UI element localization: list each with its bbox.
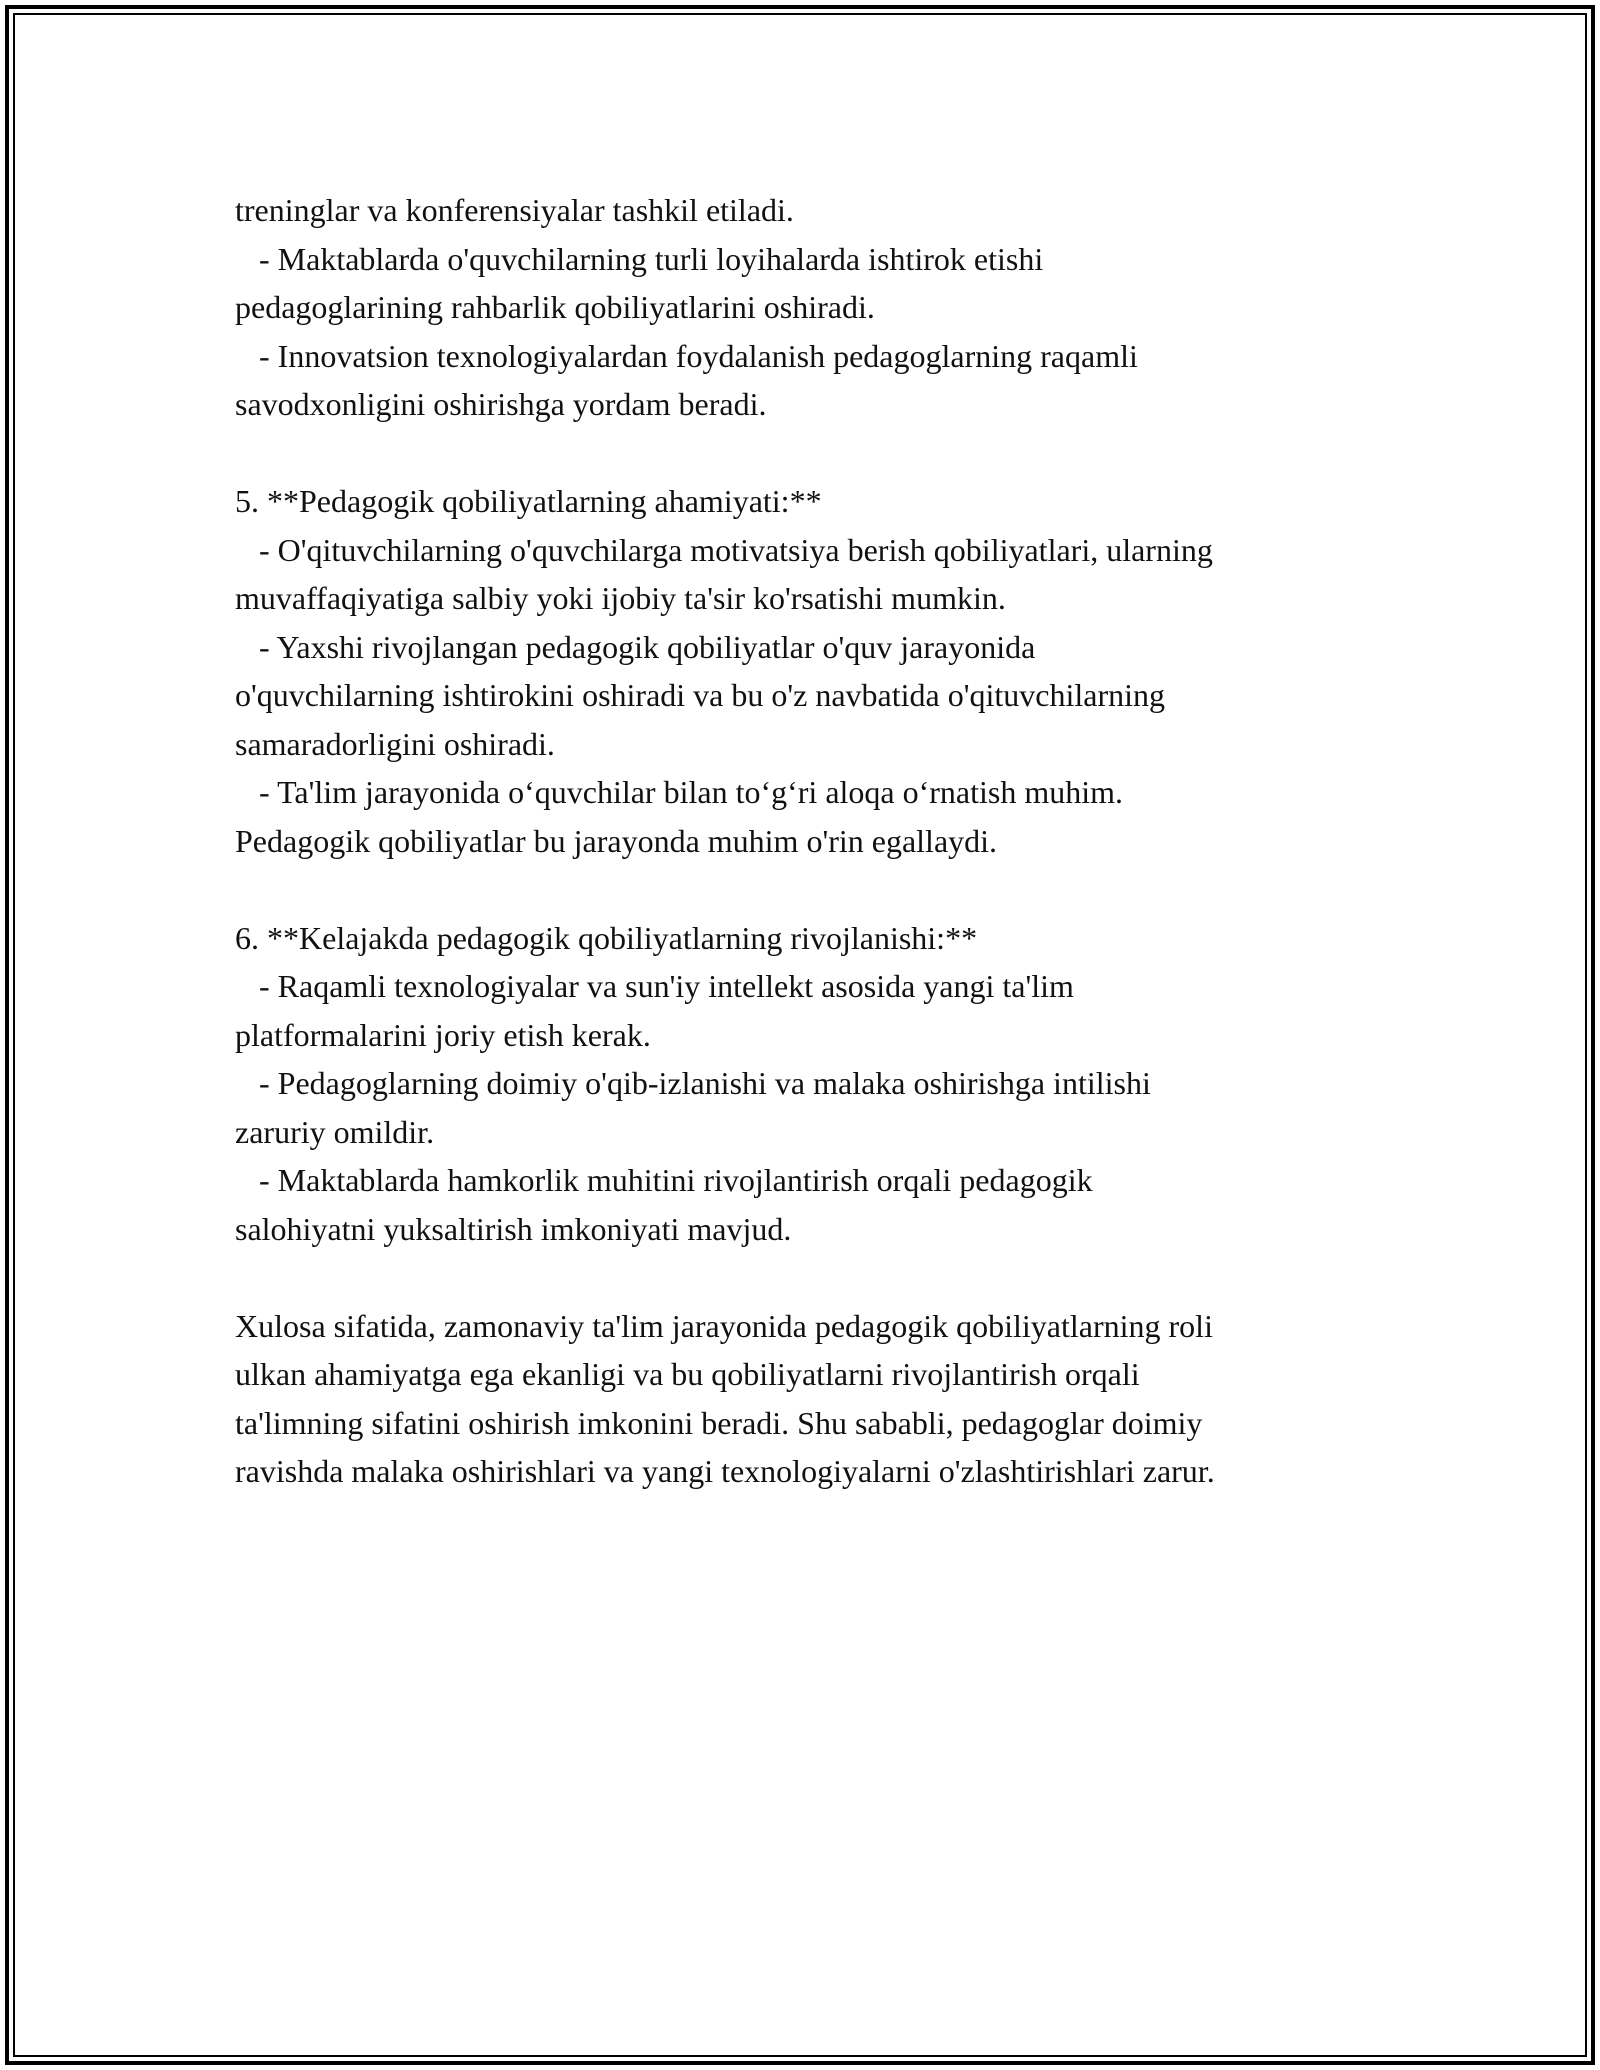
text-line: - Ta'lim jarayonida o‘quvchilar bilan to‘g‘ri aloqa o‘rnatish muhim. — [235, 774, 1124, 810]
text-line: - Maktablarda hamkorlik muhitini rivojlantirish orqali pedagogik — [235, 1162, 1093, 1198]
section-heading: 5. **Pedagogik qobiliyatlarning ahamiyati:** — [235, 483, 822, 519]
text-line: pedagoglarining rahbarlik qobiliyatlarini oshiradi. — [235, 289, 875, 325]
text-line: platformalarini joriy etish kerak. — [235, 1016, 651, 1053]
text-line: zaruriy omildir. — [235, 1113, 435, 1150]
blank-line — [235, 865, 1415, 914]
text-line: samaradorligini oshiradi. — [235, 725, 555, 762]
text-line: o'quvchilarning ishtirokini oshiradi va bu o'z navbatida o'qituvchilarning — [235, 677, 1165, 713]
blank-line — [235, 1253, 1415, 1302]
text-line: - Pedagoglarning doimiy o'qib-izlanishi va malaka oshirishga intilishi — [235, 1065, 1151, 1101]
blank-line — [235, 429, 1415, 478]
conclusion-line: Xulosa sifatida, zamonaviy ta'lim jarayonida pedagogik qobiliyatlarning roli — [235, 1307, 1213, 1344]
section-heading: 6. **Kelajakda pedagogik qobiliyatlarning rivojlanishi:** — [235, 919, 978, 956]
text-line: - Maktablarda o'quvchilarning turli loyihalarda ishtirok etishi — [235, 240, 1044, 277]
text-line: salohiyatni yuksaltirish imkoniyati mavjud. — [235, 1210, 792, 1247]
text-line: - O'qituvchilarning o'quvchilarga motivatsiya berish qobiliyatlari, ularning — [235, 531, 1213, 568]
text-line: - Yaxshi rivojlangan pedagogik qobiliyatlar o'quv jarayonida — [235, 628, 1036, 665]
text-line: - Raqamli texnologiyalar va sun'iy intellekt asosida yangi ta'lim — [235, 968, 1074, 1004]
text-line: treninglar va konferensiyalar tashkil etiladi. — [235, 192, 794, 228]
text-line: savodxonligini oshirishga yordam beradi. — [235, 386, 767, 422]
conclusion-line: ravishda malaka oshirishlari va yangi texnologiyalarni o'zlashtirishlari zarur. — [235, 1453, 1215, 1489]
text-line: Pedagogik qobiliyatlar bu jarayonda muhim o'rin egallaydi. — [235, 822, 998, 859]
conclusion-line: ulkan ahamiyatga ega ekanligi va bu qobiliyatlarni rivojlantirish orqali — [235, 1356, 1140, 1392]
text-line: - Innovatsion texnologiyalardan foydalanish pedagoglarning raqamli — [235, 337, 1138, 374]
document-body — [235, 186, 1415, 1496]
text-line: muvaffaqiyatiga salbiy yoki ijobiy ta'sir ko'rsatishi mumkin. — [235, 580, 1006, 616]
conclusion-line: ta'limning sifatini oshirish imkonini beradi. Shu sababli, pedagoglar doimiy — [235, 1404, 1203, 1441]
